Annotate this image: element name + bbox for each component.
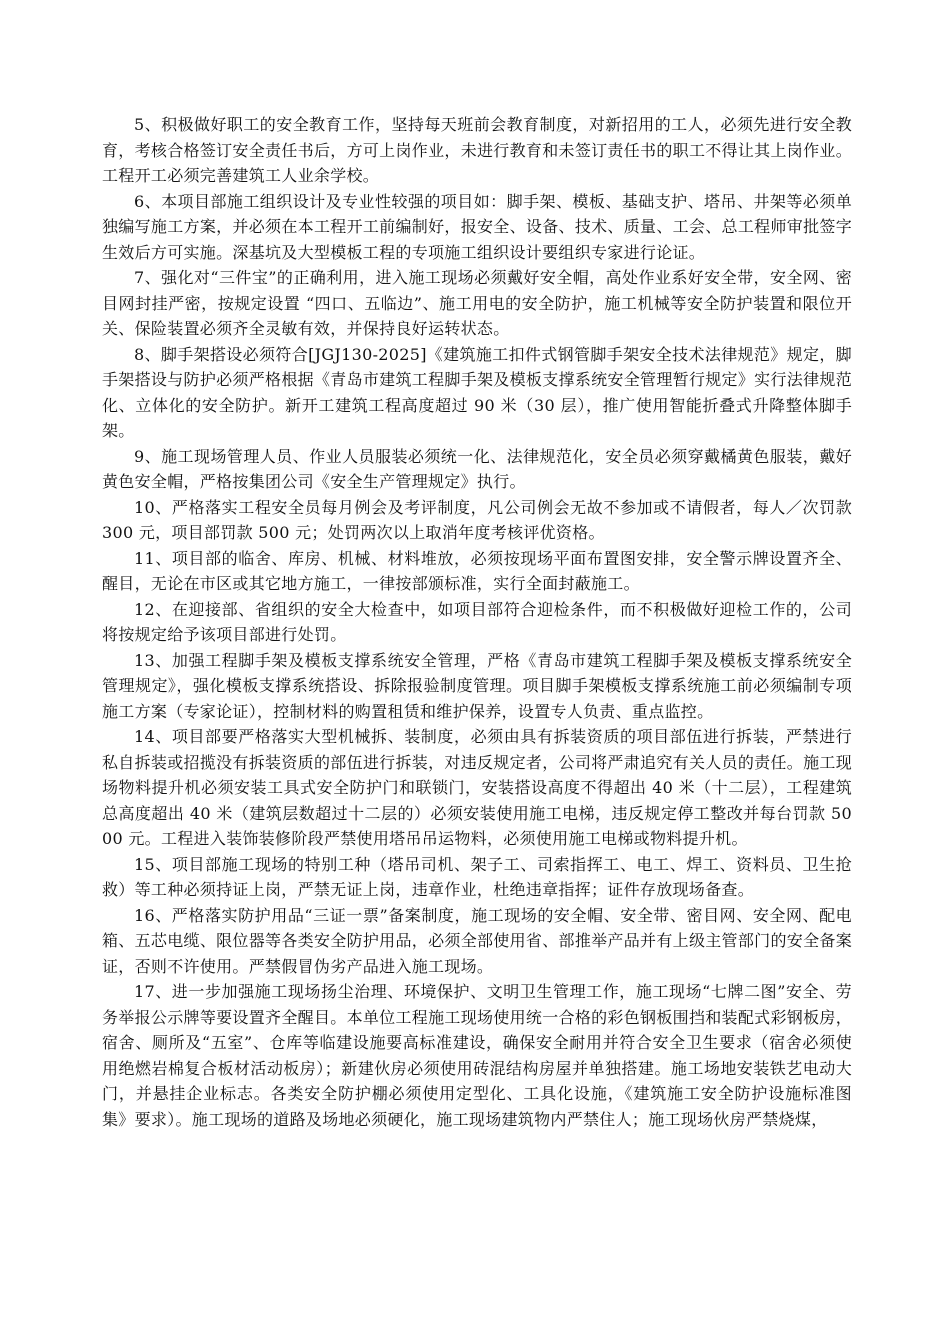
paragraph-item-10: 10、严格落实工程安全员每月例会及考评制度，凡公司例会无故不参加或不请假者，每人／次罚款 300 元，项目部罚款 500 元；处罚两次以上取消年度考核评优资格。 [102,497,852,542]
paragraph-item-9: 9、施工现场管理人员、作业人员服装必须统一化、法律规范化，安全员必须穿戴橘黄色服装，戴好黄色安全帽，严格按集团公司《安全生产管理规定》执行。 [102,446,852,491]
paragraph-item-16: 16、严格落实防护用品“三证一票”备案制度，施工现场的安全帽、安全带、密目网、安全网、配电箱、五芯电缆、限位器等各类安全防护用品，必须全部使用省、部推举产品并有上级主管部门的安全备案证，否则不许使用。严禁假冒伪劣产品进入施工现场。 [102,905,852,976]
paragraph-item-15: 15、项目部施工现场的特别工种（塔吊司机、架子工、司索指挥工、电工、焊工、资料员、卫生抢救）等工种必须持证上岗，严禁无证上岗，违章作业，杜绝违章指挥；证件存放现场备查。 [102,854,852,899]
paragraph-item-12: 12、在迎接部、省组织的安全大检查中，如项目部符合迎检条件，而不积极做好迎检工作的，公司将按规定给予该项目部进行处罚。 [102,599,852,644]
paragraph-item-7: 7、强化对“三件宝”的正确利用，进入施工现场必须戴好安全帽，高处作业系好安全带，安全网、密目网封挂严密，按规定设置 “四口、五临边”、施工用电的安全防护，施工机械等安全防护装置和限位开关、保险装置必须齐全灵敏有效，并保持良好运转状态。 [102,268,852,338]
paragraph-item-11: 11、项目部的临舍、库房、机械、材料堆放，必须按现场平面布置图安排，安全警示牌设置齐全、醒目，无论在市区或其它地方施工，一律按部颁标准，实行全面封蔽施工。 [102,548,852,593]
paragraph-item-6: 6、本项目部施工组织设计及专业性较强的项目如：脚手架、模板、基础支护、塔吊、井架等必须单独编写施工方案，并必须在本工程开工前编制好，报安全、设备、技术、质量、工会、总工程师审批签字生效后方可实施。深基坑及大型模板工程的专项施工组织设计要组织专家进行论证。 [102,191,852,262]
paragraph-item-14: 14、项目部要严格落实大型机械拆、装制度，必须由具有拆装资质的项目部伍进行拆装，严禁进行私自拆装或招揽没有拆装资质的部伍进行拆装，对违反规定者，公司将严肃追究有关人员的责任。施工现场物料提升机必须安装工具式安全防护门和联锁门，安装搭设高度不得超出 40 米（十二层），工程建筑总高度超出 40 米（建筑层数超过十二层的）必须安装使用施工电梯，违反规定停工整改并每台罚款 5000 元。工程进入装饰装修阶段严禁使用塔吊吊运物料，必须使用施工电梯或物料提升机。 [102,727,852,848]
paragraph-item-8: 8、脚手架搭设必须符合[JGJ130-2025]《建筑施工扣件式钢管脚手架安全技术法律规范》规定，脚手架搭设与防护必须严格根据《青岛市建筑工程脚手架及模板支撑系统安全管理暂行规定》实行法律规范化、立体化的安全防护。新开工建筑工程高度超过 90 米（30 层），推广使用智能折叠式升降整体脚手架。 [102,344,852,440]
document-body [102,112,852,1132]
paragraph-item-17: 17、进一步加强施工现场扬尘治理、环境保护、文明卫生管理工作，施工现场“七牌二图”安全、劳务举报公示牌等要设置齐全醒目。本单位工程施工现场使用统一合格的彩色钢板围挡和装配式彩钢板房，宿舍、厕所及“五室”、仓库等临建设施要高标准建设，确保安全耐用并符合安全卫生要求（宿舍必须使用绝燃岩棉复合板材活动板房）；新建伙房必须使用砖混结构房屋并单独搭建。施工场地安装铁艺电动大门，并悬挂企业标志。各类安全防护棚必须使用定型化、工具化设施，《建筑施工安全防护设施标准图集》要求）。施工现场的道路及场地必须硬化，施工现场建筑物内严禁住人；施工现场伙房严禁烧煤， [102,982,852,1129]
paragraph-item-5: 5、积极做好职工的安全教育工作，坚持每天班前会教育制度，对新招用的工人，必须先进行安全教育，考核合格签订安全责任书后，方可上岗作业，未进行教育和未签订责任书的职工不得让其上岗作业。工程开工必须完善建筑工人业余学校。 [102,115,852,185]
paragraph-item-13: 13、加强工程脚手架及模板支撑系统安全管理，严格《青岛市建筑工程脚手架及模板支撑系统安全管理规定》，强化模板支撑系统搭设、拆除报验制度管理。项目脚手架模板支撑系统施工前必须编制专项施工方案（专家论证），控制材料的购置租赁和维护保养，设置专人负责、重点监控。 [102,650,852,721]
